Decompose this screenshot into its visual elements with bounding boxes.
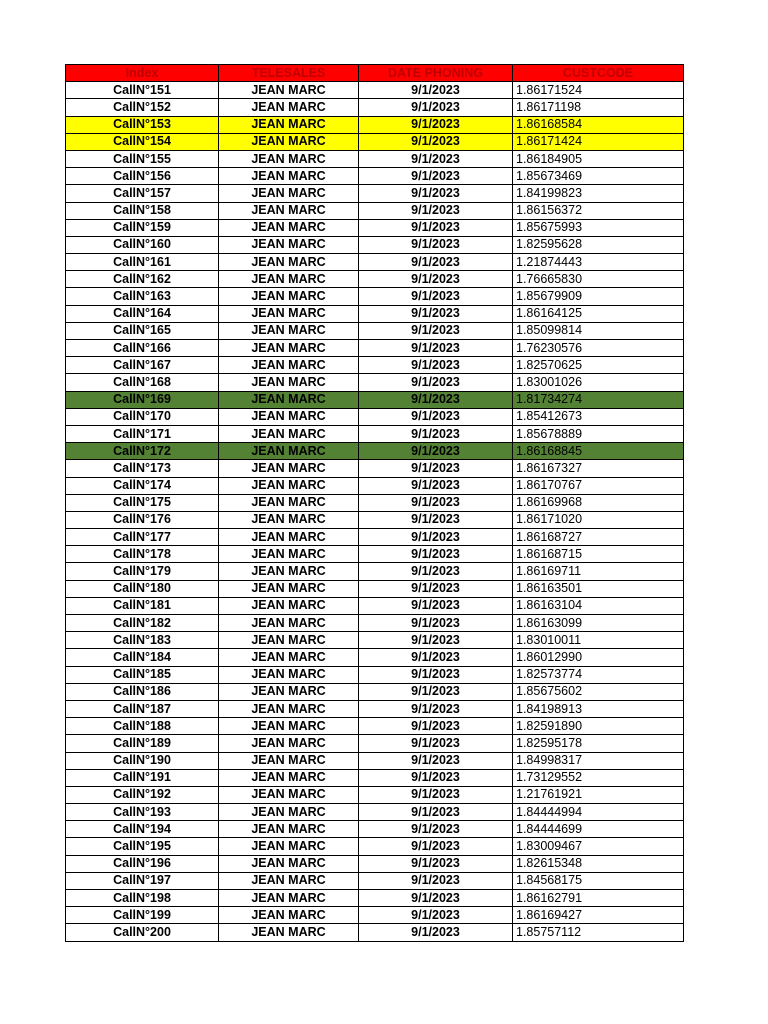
custcode-cell: 1.86169968 [513, 494, 684, 511]
table-row [66, 769, 684, 786]
index-cell: CallN°187 [66, 700, 219, 717]
telesales-cell: JEAN MARC [219, 82, 359, 99]
table-row [66, 374, 684, 391]
date-phoning-cell: 9/1/2023 [359, 425, 513, 442]
index-cell: CallN°192 [66, 786, 219, 803]
custcode-cell: 1.86163501 [513, 580, 684, 597]
index-cell: CallN°153 [66, 116, 219, 133]
date-phoning-cell: 9/1/2023 [359, 546, 513, 563]
index-cell: CallN°178 [66, 546, 219, 563]
table-row [66, 82, 684, 99]
date-phoning-cell: 9/1/2023 [359, 649, 513, 666]
custcode-cell: 1.76665830 [513, 271, 684, 288]
date-phoning-cell: 9/1/2023 [359, 99, 513, 116]
index-cell: CallN°182 [66, 615, 219, 632]
date-phoning-cell: 9/1/2023 [359, 391, 513, 408]
table-row [66, 254, 684, 271]
telesales-cell: JEAN MARC [219, 202, 359, 219]
table-row [66, 305, 684, 322]
custcode-cell: 1.84998317 [513, 752, 684, 769]
telesales-cell: JEAN MARC [219, 477, 359, 494]
header-date-phoning: DATE PHONING [359, 65, 513, 82]
index-cell: CallN°196 [66, 855, 219, 872]
date-phoning-cell: 9/1/2023 [359, 735, 513, 752]
table-row [66, 529, 684, 546]
table-row [66, 735, 684, 752]
telesales-cell: JEAN MARC [219, 288, 359, 305]
date-phoning-cell: 9/1/2023 [359, 718, 513, 735]
custcode-cell: 1.86163104 [513, 597, 684, 614]
date-phoning-cell: 9/1/2023 [359, 752, 513, 769]
table-body [66, 82, 684, 941]
telesales-cell: JEAN MARC [219, 855, 359, 872]
table-row [66, 133, 684, 150]
custcode-cell: 1.21874443 [513, 254, 684, 271]
telesales-cell: JEAN MARC [219, 597, 359, 614]
telesales-cell: JEAN MARC [219, 511, 359, 528]
table-row [66, 615, 684, 632]
index-cell: CallN°185 [66, 666, 219, 683]
date-phoning-cell: 9/1/2023 [359, 786, 513, 803]
table-row [66, 752, 684, 769]
telesales-cell: JEAN MARC [219, 683, 359, 700]
custcode-cell: 1.84444699 [513, 821, 684, 838]
custcode-cell: 1.86171424 [513, 133, 684, 150]
custcode-cell: 1.85673469 [513, 168, 684, 185]
date-phoning-cell: 9/1/2023 [359, 133, 513, 150]
date-phoning-cell: 9/1/2023 [359, 597, 513, 614]
custcode-cell: 1.83010011 [513, 632, 684, 649]
custcode-cell: 1.86162791 [513, 890, 684, 907]
date-phoning-cell: 9/1/2023 [359, 580, 513, 597]
custcode-cell: 1.86171198 [513, 99, 684, 116]
custcode-cell: 1.83009467 [513, 838, 684, 855]
table-row [66, 872, 684, 889]
telesales-cell: JEAN MARC [219, 580, 359, 597]
index-cell: CallN°163 [66, 288, 219, 305]
date-phoning-cell: 9/1/2023 [359, 460, 513, 477]
custcode-cell: 1.85412673 [513, 408, 684, 425]
date-phoning-cell: 9/1/2023 [359, 116, 513, 133]
telesales-cell: JEAN MARC [219, 150, 359, 167]
telesales-cell: JEAN MARC [219, 546, 359, 563]
header-custcode: CUSTCODE [513, 65, 684, 82]
index-cell: CallN°176 [66, 511, 219, 528]
date-phoning-cell: 9/1/2023 [359, 82, 513, 99]
date-phoning-cell: 9/1/2023 [359, 494, 513, 511]
custcode-cell: 1.86171020 [513, 511, 684, 528]
table-row [66, 391, 684, 408]
table-row [66, 838, 684, 855]
date-phoning-cell: 9/1/2023 [359, 632, 513, 649]
custcode-cell: 1.86169427 [513, 907, 684, 924]
custcode-cell: 1.85675993 [513, 219, 684, 236]
table-row [66, 580, 684, 597]
date-phoning-cell: 9/1/2023 [359, 804, 513, 821]
table-row [66, 907, 684, 924]
telesales-cell: JEAN MARC [219, 666, 359, 683]
custcode-cell: 1.84568175 [513, 872, 684, 889]
telesales-cell: JEAN MARC [219, 99, 359, 116]
telesales-cell: JEAN MARC [219, 872, 359, 889]
date-phoning-cell: 9/1/2023 [359, 666, 513, 683]
table-row [66, 357, 684, 374]
telesales-cell: JEAN MARC [219, 133, 359, 150]
index-cell: CallN°184 [66, 649, 219, 666]
date-phoning-cell: 9/1/2023 [359, 443, 513, 460]
custcode-cell: 1.21761921 [513, 786, 684, 803]
header-telesales: TELESALES [219, 65, 359, 82]
table-row [66, 666, 684, 683]
custcode-cell: 1.85678889 [513, 425, 684, 442]
custcode-cell: 1.86168845 [513, 443, 684, 460]
index-cell: CallN°190 [66, 752, 219, 769]
telesales-cell: JEAN MARC [219, 700, 359, 717]
telesales-cell: JEAN MARC [219, 271, 359, 288]
table-row [66, 99, 684, 116]
custcode-cell: 1.84198913 [513, 700, 684, 717]
date-phoning-cell: 9/1/2023 [359, 254, 513, 271]
index-cell: CallN°154 [66, 133, 219, 150]
custcode-cell: 1.85675602 [513, 683, 684, 700]
custcode-cell: 1.82595628 [513, 236, 684, 253]
custcode-cell: 1.86168715 [513, 546, 684, 563]
date-phoning-cell: 9/1/2023 [359, 202, 513, 219]
table-row [66, 786, 684, 803]
custcode-cell: 1.85099814 [513, 322, 684, 339]
custcode-cell: 1.85679909 [513, 288, 684, 305]
custcode-cell: 1.84199823 [513, 185, 684, 202]
custcode-cell: 1.82615348 [513, 855, 684, 872]
date-phoning-cell: 9/1/2023 [359, 168, 513, 185]
date-phoning-cell: 9/1/2023 [359, 700, 513, 717]
custcode-cell: 1.83001026 [513, 374, 684, 391]
index-cell: CallN°159 [66, 219, 219, 236]
index-cell: CallN°157 [66, 185, 219, 202]
telesales-cell: JEAN MARC [219, 425, 359, 442]
telesales-cell: JEAN MARC [219, 322, 359, 339]
telesales-cell: JEAN MARC [219, 116, 359, 133]
table-row [66, 408, 684, 425]
telesales-cell: JEAN MARC [219, 236, 359, 253]
table-row [66, 460, 684, 477]
table-row [66, 425, 684, 442]
date-phoning-cell: 9/1/2023 [359, 219, 513, 236]
custcode-cell: 1.86169711 [513, 563, 684, 580]
table-row [66, 340, 684, 357]
telesales-cell: JEAN MARC [219, 769, 359, 786]
telesales-cell: JEAN MARC [219, 838, 359, 855]
index-cell: CallN°161 [66, 254, 219, 271]
telesales-cell: JEAN MARC [219, 340, 359, 357]
index-cell: CallN°168 [66, 374, 219, 391]
date-phoning-cell: 9/1/2023 [359, 924, 513, 941]
telesales-cell: JEAN MARC [219, 615, 359, 632]
index-cell: CallN°189 [66, 735, 219, 752]
date-phoning-cell: 9/1/2023 [359, 374, 513, 391]
telesales-cell: JEAN MARC [219, 305, 359, 322]
index-cell: CallN°160 [66, 236, 219, 253]
telesales-cell: JEAN MARC [219, 443, 359, 460]
index-cell: CallN°193 [66, 804, 219, 821]
telesales-cell: JEAN MARC [219, 374, 359, 391]
table-row [66, 855, 684, 872]
custcode-cell: 1.86156372 [513, 202, 684, 219]
table-row [66, 322, 684, 339]
custcode-cell: 1.81734274 [513, 391, 684, 408]
custcode-cell: 1.86168727 [513, 529, 684, 546]
date-phoning-cell: 9/1/2023 [359, 340, 513, 357]
table-row [66, 150, 684, 167]
telesales-cell: JEAN MARC [219, 168, 359, 185]
telesales-cell: JEAN MARC [219, 357, 359, 374]
index-cell: CallN°181 [66, 597, 219, 614]
table-row [66, 271, 684, 288]
table-row [66, 116, 684, 133]
index-cell: CallN°164 [66, 305, 219, 322]
date-phoning-cell: 9/1/2023 [359, 305, 513, 322]
telesales-cell: JEAN MARC [219, 821, 359, 838]
index-cell: CallN°175 [66, 494, 219, 511]
table-row [66, 477, 684, 494]
table-row [66, 700, 684, 717]
table-row [66, 288, 684, 305]
table-row [66, 890, 684, 907]
date-phoning-cell: 9/1/2023 [359, 288, 513, 305]
telesales-cell: JEAN MARC [219, 219, 359, 236]
table-row [66, 683, 684, 700]
index-cell: CallN°155 [66, 150, 219, 167]
index-cell: CallN°174 [66, 477, 219, 494]
table-row [66, 168, 684, 185]
telesales-cell: JEAN MARC [219, 649, 359, 666]
table-row [66, 236, 684, 253]
index-cell: CallN°171 [66, 425, 219, 442]
custcode-cell: 1.86184905 [513, 150, 684, 167]
index-cell: CallN°166 [66, 340, 219, 357]
telesales-cell: JEAN MARC [219, 718, 359, 735]
date-phoning-cell: 9/1/2023 [359, 872, 513, 889]
custcode-cell: 1.86163099 [513, 615, 684, 632]
index-cell: CallN°183 [66, 632, 219, 649]
custcode-cell: 1.85757112 [513, 924, 684, 941]
date-phoning-cell: 9/1/2023 [359, 890, 513, 907]
telesales-cell: JEAN MARC [219, 408, 359, 425]
telesales-cell: JEAN MARC [219, 632, 359, 649]
index-cell: CallN°169 [66, 391, 219, 408]
custcode-cell: 1.86171524 [513, 82, 684, 99]
index-cell: CallN°152 [66, 99, 219, 116]
telesales-cell: JEAN MARC [219, 254, 359, 271]
custcode-cell: 1.82570625 [513, 357, 684, 374]
custcode-cell: 1.86012990 [513, 649, 684, 666]
custcode-cell: 1.76230576 [513, 340, 684, 357]
table-row [66, 219, 684, 236]
telesales-cell: JEAN MARC [219, 924, 359, 941]
header-row [66, 65, 684, 82]
index-cell: CallN°197 [66, 872, 219, 889]
index-cell: CallN°162 [66, 271, 219, 288]
table-row [66, 185, 684, 202]
date-phoning-cell: 9/1/2023 [359, 408, 513, 425]
date-phoning-cell: 9/1/2023 [359, 838, 513, 855]
index-cell: CallN°195 [66, 838, 219, 855]
index-cell: CallN°165 [66, 322, 219, 339]
index-cell: CallN°194 [66, 821, 219, 838]
table-row [66, 494, 684, 511]
index-cell: CallN°200 [66, 924, 219, 941]
table-row [66, 546, 684, 563]
index-cell: CallN°173 [66, 460, 219, 477]
table-row [66, 804, 684, 821]
date-phoning-cell: 9/1/2023 [359, 615, 513, 632]
custcode-cell: 1.86167327 [513, 460, 684, 477]
custcode-cell: 1.82591890 [513, 718, 684, 735]
custcode-cell: 1.86164125 [513, 305, 684, 322]
table-row [66, 597, 684, 614]
custcode-cell: 1.86170767 [513, 477, 684, 494]
index-cell: CallN°180 [66, 580, 219, 597]
index-cell: CallN°151 [66, 82, 219, 99]
date-phoning-cell: 9/1/2023 [359, 683, 513, 700]
telesales-cell: JEAN MARC [219, 563, 359, 580]
table-row [66, 443, 684, 460]
date-phoning-cell: 9/1/2023 [359, 907, 513, 924]
date-phoning-cell: 9/1/2023 [359, 821, 513, 838]
index-cell: CallN°177 [66, 529, 219, 546]
call-log-table [65, 64, 684, 942]
telesales-cell: JEAN MARC [219, 786, 359, 803]
telesales-cell: JEAN MARC [219, 735, 359, 752]
table-row [66, 202, 684, 219]
telesales-cell: JEAN MARC [219, 907, 359, 924]
table-row [66, 718, 684, 735]
index-cell: CallN°191 [66, 769, 219, 786]
telesales-cell: JEAN MARC [219, 460, 359, 477]
custcode-cell: 1.82595178 [513, 735, 684, 752]
table-row [66, 511, 684, 528]
table-row [66, 649, 684, 666]
telesales-cell: JEAN MARC [219, 391, 359, 408]
index-cell: CallN°198 [66, 890, 219, 907]
telesales-cell: JEAN MARC [219, 529, 359, 546]
date-phoning-cell: 9/1/2023 [359, 855, 513, 872]
index-cell: CallN°186 [66, 683, 219, 700]
telesales-cell: JEAN MARC [219, 752, 359, 769]
telesales-cell: JEAN MARC [219, 185, 359, 202]
custcode-cell: 1.82573774 [513, 666, 684, 683]
index-cell: CallN°188 [66, 718, 219, 735]
date-phoning-cell: 9/1/2023 [359, 150, 513, 167]
table-row [66, 821, 684, 838]
index-cell: CallN°167 [66, 357, 219, 374]
date-phoning-cell: 9/1/2023 [359, 769, 513, 786]
custcode-cell: 1.86168584 [513, 116, 684, 133]
index-cell: CallN°179 [66, 563, 219, 580]
custcode-cell: 1.73129552 [513, 769, 684, 786]
index-cell: CallN°170 [66, 408, 219, 425]
table-row [66, 563, 684, 580]
header-index: Index [66, 65, 219, 82]
index-cell: CallN°172 [66, 443, 219, 460]
table-header [66, 65, 684, 82]
date-phoning-cell: 9/1/2023 [359, 529, 513, 546]
date-phoning-cell: 9/1/2023 [359, 271, 513, 288]
date-phoning-cell: 9/1/2023 [359, 477, 513, 494]
table-row [66, 924, 684, 941]
telesales-cell: JEAN MARC [219, 804, 359, 821]
date-phoning-cell: 9/1/2023 [359, 322, 513, 339]
index-cell: CallN°156 [66, 168, 219, 185]
date-phoning-cell: 9/1/2023 [359, 563, 513, 580]
index-cell: CallN°199 [66, 907, 219, 924]
telesales-cell: JEAN MARC [219, 890, 359, 907]
date-phoning-cell: 9/1/2023 [359, 511, 513, 528]
telesales-cell: JEAN MARC [219, 494, 359, 511]
index-cell: CallN°158 [66, 202, 219, 219]
custcode-cell: 1.84444994 [513, 804, 684, 821]
date-phoning-cell: 9/1/2023 [359, 236, 513, 253]
date-phoning-cell: 9/1/2023 [359, 357, 513, 374]
table-row [66, 632, 684, 649]
date-phoning-cell: 9/1/2023 [359, 185, 513, 202]
